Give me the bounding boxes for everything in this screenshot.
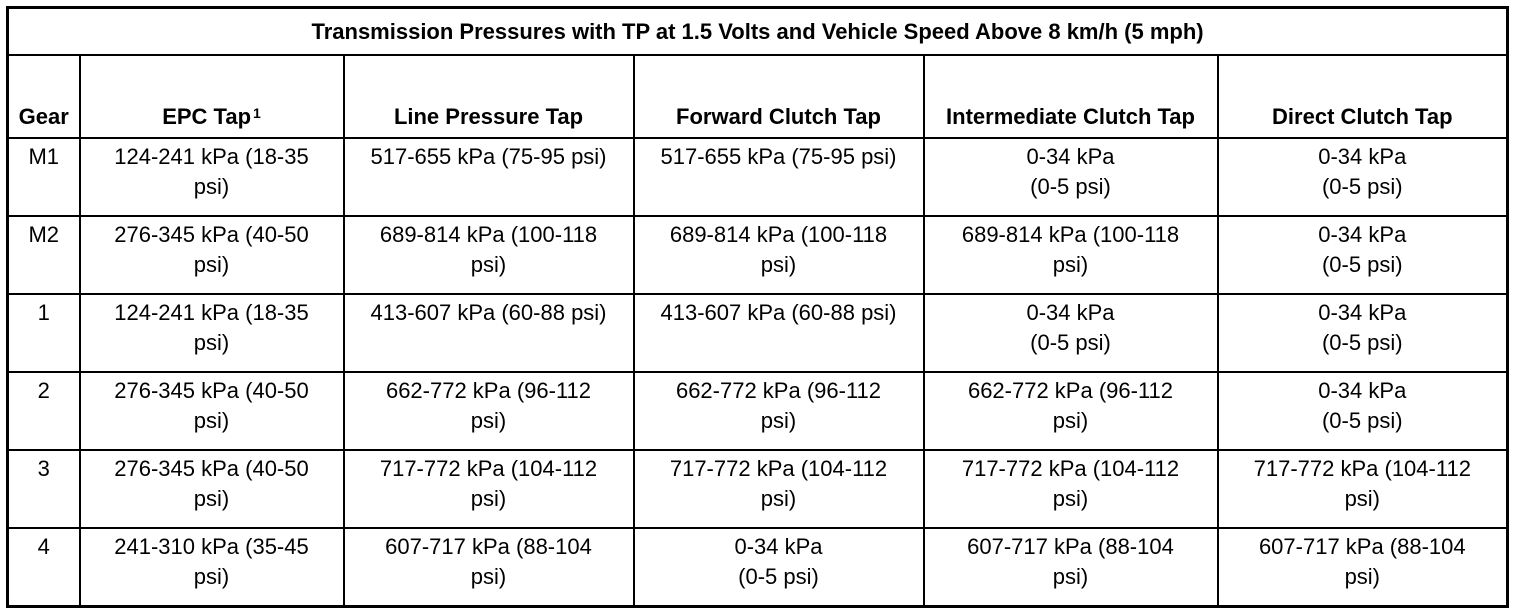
pressure-cell [80, 216, 344, 294]
pressure-line: psi) [1052, 252, 1089, 277]
pressure-cell [80, 450, 344, 528]
transmission-pressure-table [6, 6, 1509, 608]
pressure-line: 0-34 kPa [734, 534, 823, 559]
pressure-cell [634, 528, 924, 607]
pressure-line: 0-34 kPa [1318, 144, 1407, 169]
pressure-line: 517-655 kPa (75-95 psi) [370, 144, 607, 169]
pressure-line: 662-772 kPa (96-112 [385, 378, 592, 403]
pressure-line: (0-5 psi) [1321, 174, 1403, 199]
pressure-cell [1218, 216, 1508, 294]
gear-cell: M2 [8, 216, 80, 294]
pressure-cell [1218, 450, 1508, 528]
header-forward-clutch-tap: Forward Clutch Tap [634, 55, 924, 138]
header-intermediate-clutch-tap: Intermediate Clutch Tap [924, 55, 1218, 138]
pressure-line: psi) [470, 252, 507, 277]
pressure-line: 717-772 kPa (104-112 [379, 456, 598, 481]
pressure-cell [634, 372, 924, 450]
pressure-line: psi) [1344, 564, 1381, 589]
table-row [8, 372, 1508, 450]
pressure-cell [634, 294, 924, 372]
pressure-line: (0-5 psi) [1030, 174, 1111, 199]
table-body [8, 138, 1508, 607]
title-row [8, 8, 1508, 56]
pressure-line: 689-814 kPa (100-118 [379, 222, 598, 247]
pressure-line: psi) [1344, 486, 1381, 511]
table-row [8, 138, 1508, 216]
table-row [8, 294, 1508, 372]
pressure-cell [1218, 372, 1508, 450]
pressure-cell [924, 294, 1218, 372]
pressure-line: 124-241 kPa (18-35 [114, 300, 309, 325]
pressure-line: 276-345 kPa (40-50 [114, 378, 309, 403]
pressure-line: 0-34 kPa [1318, 378, 1407, 403]
pressure-line: psi) [760, 486, 797, 511]
pressure-line: 607-717 kPa (88-104 [385, 534, 592, 559]
pressure-cell [924, 528, 1218, 607]
pressure-cell [924, 450, 1218, 528]
pressure-line: psi) [470, 564, 507, 589]
pressure-line: 413-607 kPa (60-88 psi) [660, 300, 897, 325]
pressure-cell [344, 528, 634, 607]
pressure-line: psi) [193, 564, 230, 589]
pressure-line: 717-772 kPa (104-112 [1253, 456, 1471, 481]
gear-cell: 4 [8, 528, 80, 607]
table-row [8, 528, 1508, 607]
pressure-cell [924, 138, 1218, 216]
pressure-line: 0-34 kPa [1026, 144, 1115, 169]
pressure-line: (0-5 psi) [1030, 330, 1111, 355]
pressure-line: (0-5 psi) [1321, 408, 1403, 433]
pressure-line: 0-34 kPa [1026, 300, 1115, 325]
pressure-cell [924, 216, 1218, 294]
pressure-line: 0-34 kPa [1318, 222, 1407, 247]
pressure-cell [80, 294, 344, 372]
pressure-line: psi) [193, 330, 230, 355]
pressure-line: 276-345 kPa (40-50 [114, 222, 309, 247]
gear-cell: 2 [8, 372, 80, 450]
pressure-line: psi) [760, 408, 797, 433]
pressure-line: (0-5 psi) [1321, 252, 1403, 277]
pressure-line: psi) [1052, 486, 1089, 511]
pressure-line: 662-772 kPa (96-112 [967, 378, 1174, 403]
pressure-line: 241-310 kPa (35-45 [114, 534, 309, 559]
header-row [8, 55, 1508, 138]
pressure-cell [1218, 138, 1508, 216]
pressure-cell [634, 450, 924, 528]
gear-cell: 3 [8, 450, 80, 528]
pressure-cell [344, 294, 634, 372]
header-gear: Gear [8, 55, 80, 138]
pressure-cell [1218, 528, 1508, 607]
pressure-cell [634, 138, 924, 216]
pressure-cell [924, 372, 1218, 450]
table-row [8, 216, 1508, 294]
pressure-line: 717-772 kPa (104-112 [961, 456, 1180, 481]
pressure-table-container [6, 6, 1509, 608]
pressure-cell [344, 450, 634, 528]
pressure-line: psi) [1052, 408, 1089, 433]
pressure-cell [344, 216, 634, 294]
pressure-line: 607-717 kPa (88-104 [967, 534, 1174, 559]
pressure-line: psi) [470, 486, 507, 511]
pressure-line: 662-772 kPa (96-112 [675, 378, 882, 403]
pressure-cell [80, 528, 344, 607]
gear-cell: 1 [8, 294, 80, 372]
pressure-line: psi) [193, 174, 230, 199]
pressure-line: 124-241 kPa (18-35 [114, 144, 309, 169]
pressure-line: 276-345 kPa (40-50 [114, 456, 309, 481]
pressure-line: psi) [1052, 564, 1089, 589]
pressure-line: 0-34 kPa [1318, 300, 1407, 325]
pressure-cell [634, 216, 924, 294]
table-row [8, 450, 1508, 528]
pressure-line: psi) [470, 408, 507, 433]
header-epc-tap [80, 55, 344, 138]
header-direct-clutch-tap: Direct Clutch Tap [1218, 55, 1508, 138]
pressure-cell [344, 372, 634, 450]
pressure-line: 413-607 kPa (60-88 psi) [370, 300, 607, 325]
gear-cell: M1 [8, 138, 80, 216]
pressure-line: (0-5 psi) [1321, 330, 1403, 355]
pressure-line: psi) [193, 408, 230, 433]
pressure-line: psi) [193, 486, 230, 511]
header-line-pressure-tap: Line Pressure Tap [344, 55, 634, 138]
pressure-line: psi) [760, 252, 797, 277]
pressure-cell [80, 138, 344, 216]
pressure-cell [80, 372, 344, 450]
pressure-line: 689-814 kPa (100-118 [669, 222, 888, 247]
table-title: Transmission Pressures with TP at 1.5 Volts and Vehicle Speed Above 8 km/h (5 mph) [8, 8, 1508, 56]
pressure-line: 517-655 kPa (75-95 psi) [660, 144, 897, 169]
pressure-line: psi) [193, 252, 230, 277]
footnote-marker: 1 [253, 105, 261, 121]
pressure-line: 607-717 kPa (88-104 [1258, 534, 1466, 559]
pressure-line: (0-5 psi) [738, 564, 819, 589]
pressure-cell [1218, 294, 1508, 372]
pressure-line: 689-814 kPa (100-118 [961, 222, 1180, 247]
pressure-cell [344, 138, 634, 216]
header-epc-tap-label: EPC Tap [162, 104, 252, 129]
pressure-line: 717-772 kPa (104-112 [669, 456, 888, 481]
